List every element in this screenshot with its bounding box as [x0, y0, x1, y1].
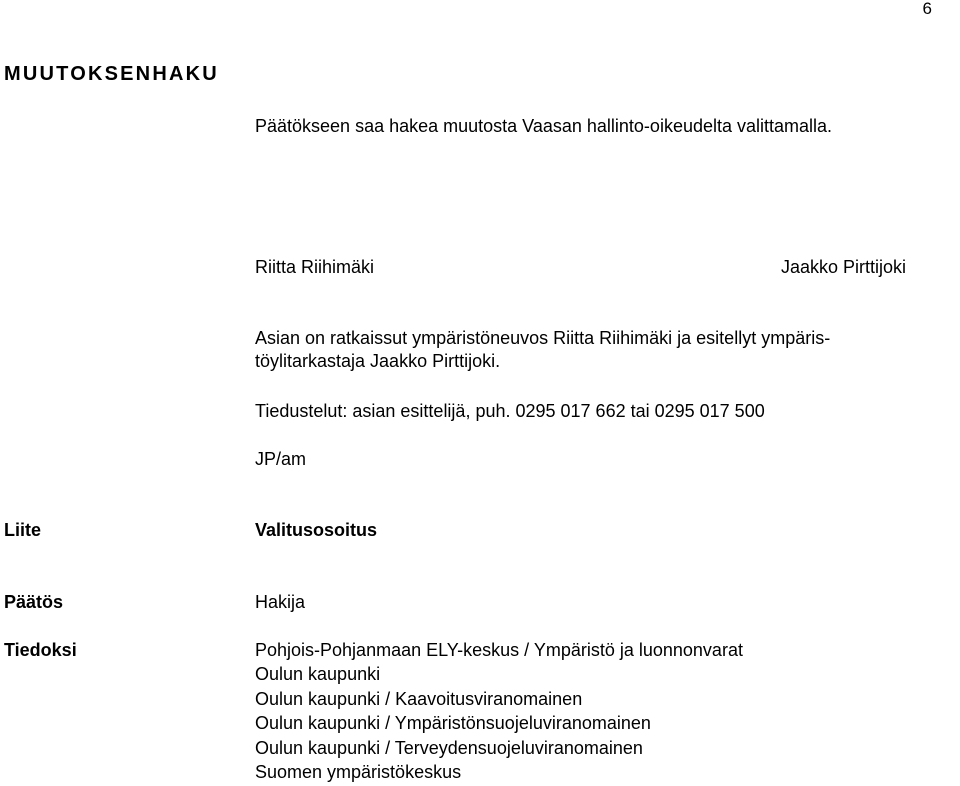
- list-item: Oulun kaupunki / Kaavoitusviranomainen: [255, 688, 583, 709]
- decision-paragraph-line-2: töylitarkastaja Jaakko Pirttijoki.: [255, 351, 501, 371]
- notification-recipients-list: [255, 638, 743, 784]
- decision-paragraph-line-1: Asian on ratkaissut ympäristöneuvos Riitta Riihimäki ja esitellyt ympäris-: [255, 328, 831, 348]
- list-item: Oulun kaupunki: [255, 664, 381, 685]
- attachment-value: Valitusosoitus: [255, 520, 378, 540]
- list-item: Suomen ympäristökeskus: [255, 762, 462, 783]
- section-heading: MUUTOKSENHAKU: [4, 63, 219, 85]
- page-number: 6: [922, 0, 932, 18]
- signature-left: Riitta Riihimäki: [255, 257, 375, 277]
- inquiries-text: Tiedustelut: asian esittelijä, puh. 0295 017 662 tai 0295 017 500: [255, 401, 765, 421]
- initials: JP/am: [255, 449, 307, 469]
- notification-label: Tiedoksi: [4, 640, 77, 660]
- list-item: Oulun kaupunki / Ympäristönsuojeluviranomainen: [255, 713, 651, 734]
- decision-value: Hakija: [255, 592, 306, 612]
- list-item: Oulun kaupunki / Terveydensuojeluviranomainen: [255, 737, 643, 758]
- signature-right: Jaakko Pirttijoki: [780, 257, 906, 277]
- list-item: Pohjois-Pohjanmaan ELY-keskus / Ympäristö ja luonnonvarat: [255, 640, 743, 660]
- decision-label: Päätös: [4, 592, 64, 612]
- attachment-label: Liite: [4, 520, 42, 540]
- appeal-text: Päätökseen saa hakea muutosta Vaasan hallinto-oikeudelta valittamalla.: [255, 116, 833, 136]
